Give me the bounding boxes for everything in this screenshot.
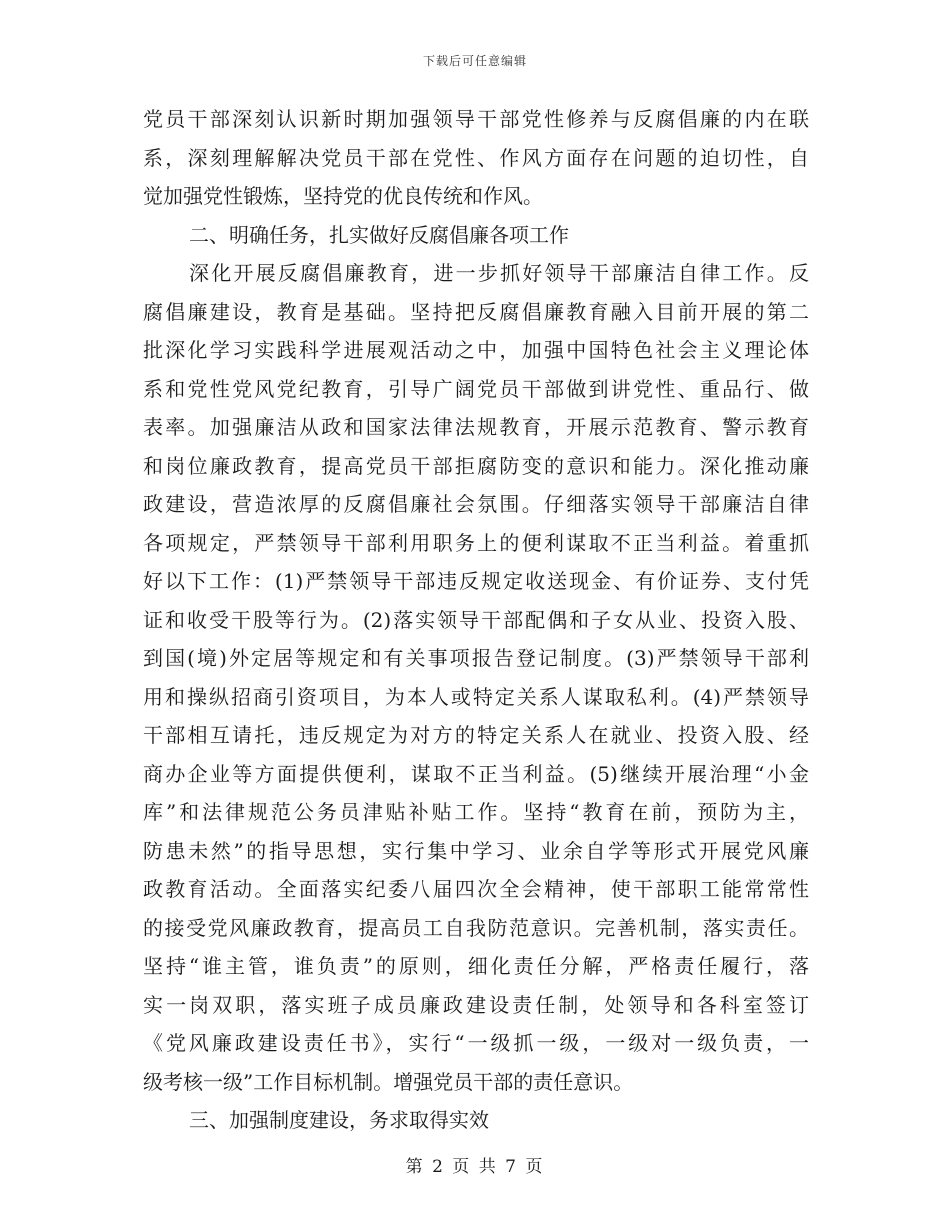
text-line: 各项规定，严禁领导干部利用职务上的便利谋取不正当利益。着重抓 bbox=[143, 530, 809, 555]
text-line: 政建设，营造浓厚的反腐倡廉社会氛围。仔细落实领导干部廉洁自律 bbox=[143, 492, 809, 516]
text-line: 证和收受干股等行为。(2)落实领导干部配偶和子女从业、投资入股、 bbox=[143, 607, 809, 632]
text-line: 系和党性党风党纪教育，引导广阔党员干部做到讲党性、重品行、做 bbox=[143, 376, 809, 401]
text-line: 商办企业等方面提供便利，谋取不正当利益。(5)继续开展治理“小金 bbox=[143, 761, 809, 786]
text-line: 坚持“谁主管，谁负责”的原则，细化责任分解，严格责任履行，落 bbox=[143, 954, 809, 978]
text-line: 批深化学习实践科学进展观活动之中，加强中国特色社会主义理论体 bbox=[143, 338, 809, 362]
text-line: 到国(境)外定居等规定和有关事项报告登记制度。(3)严禁领导干部利 bbox=[143, 646, 809, 670]
page-number: 第 2 页 共 7 页 bbox=[405, 1157, 545, 1177]
text-line: 党员干部深刻认识新时期加强领导干部党性修养与反腐倡廉的内在联 bbox=[143, 107, 809, 131]
section-heading: 二、明确任务，扎实做好反腐倡廉各项工作 bbox=[189, 222, 569, 247]
section-heading: 三、加强制度建设，务求取得实效 bbox=[189, 1108, 489, 1132]
text-line: 防患未然”的指导思想，实行集中学习、业余自学等形式开展党风廉 bbox=[143, 838, 809, 863]
text-line: 政教育活动。全面落实纪委八届四次全会精神，使干部职工能常常性 bbox=[143, 877, 809, 901]
text-line: 《党风廉政建设责任书》，实行“一级抓一级，一级对一级负责，一 bbox=[143, 1031, 809, 1055]
text-line: 级考核一级”工作目标机制。增强党员干部的责任意识。 bbox=[143, 1069, 634, 1094]
text-line: 的接受党风廉政教育，提高员工自我防范意识。完善机制，落实责任。 bbox=[143, 915, 809, 940]
text-line: 实一岗双职，落实班子成员廉政建设责任制，处领导和各科室签订 bbox=[143, 992, 809, 1017]
text-line: 表率。加强廉洁从政和国家法律法规教育，开展示范教育、警示教育 bbox=[143, 415, 809, 439]
text-line: 库”和法律规范公务员津贴补贴工作。坚持“教育在前，预防为主， bbox=[143, 800, 809, 824]
text-line: 腐倡廉建设，教育是基础。坚持把反腐倡廉教育融入目前开展的第二 bbox=[143, 299, 809, 324]
text-line: 系，深刻理解解决党员干部在党性、作风方面存在问题的迫切性，自 bbox=[143, 145, 809, 170]
text-line: 深化开展反腐倡廉教育，进一步抓好领导干部廉洁自律工作。反 bbox=[189, 261, 809, 285]
text-line: 干部相互请托，违反规定为对方的特定关系人在就业、投资入股、经 bbox=[143, 723, 809, 747]
text-line: 觉加强党性锻炼，坚持党的优良传统和作风。 bbox=[143, 184, 543, 208]
header-note: 下载后可任意编辑 bbox=[422, 54, 527, 68]
text-line: 和岗位廉政教育，提高党员干部拒腐防变的意识和能力。深化推动廉 bbox=[143, 453, 809, 478]
text-line: 用和操纵招商引资项目，为本人或特定关系人谋取私利。(4)严禁领导 bbox=[143, 684, 809, 709]
document-body bbox=[143, 100, 809, 1140]
text-line: 好以下工作：(1)严禁领导干部违反规定收送现金、有价证券、支付凭 bbox=[143, 569, 809, 593]
